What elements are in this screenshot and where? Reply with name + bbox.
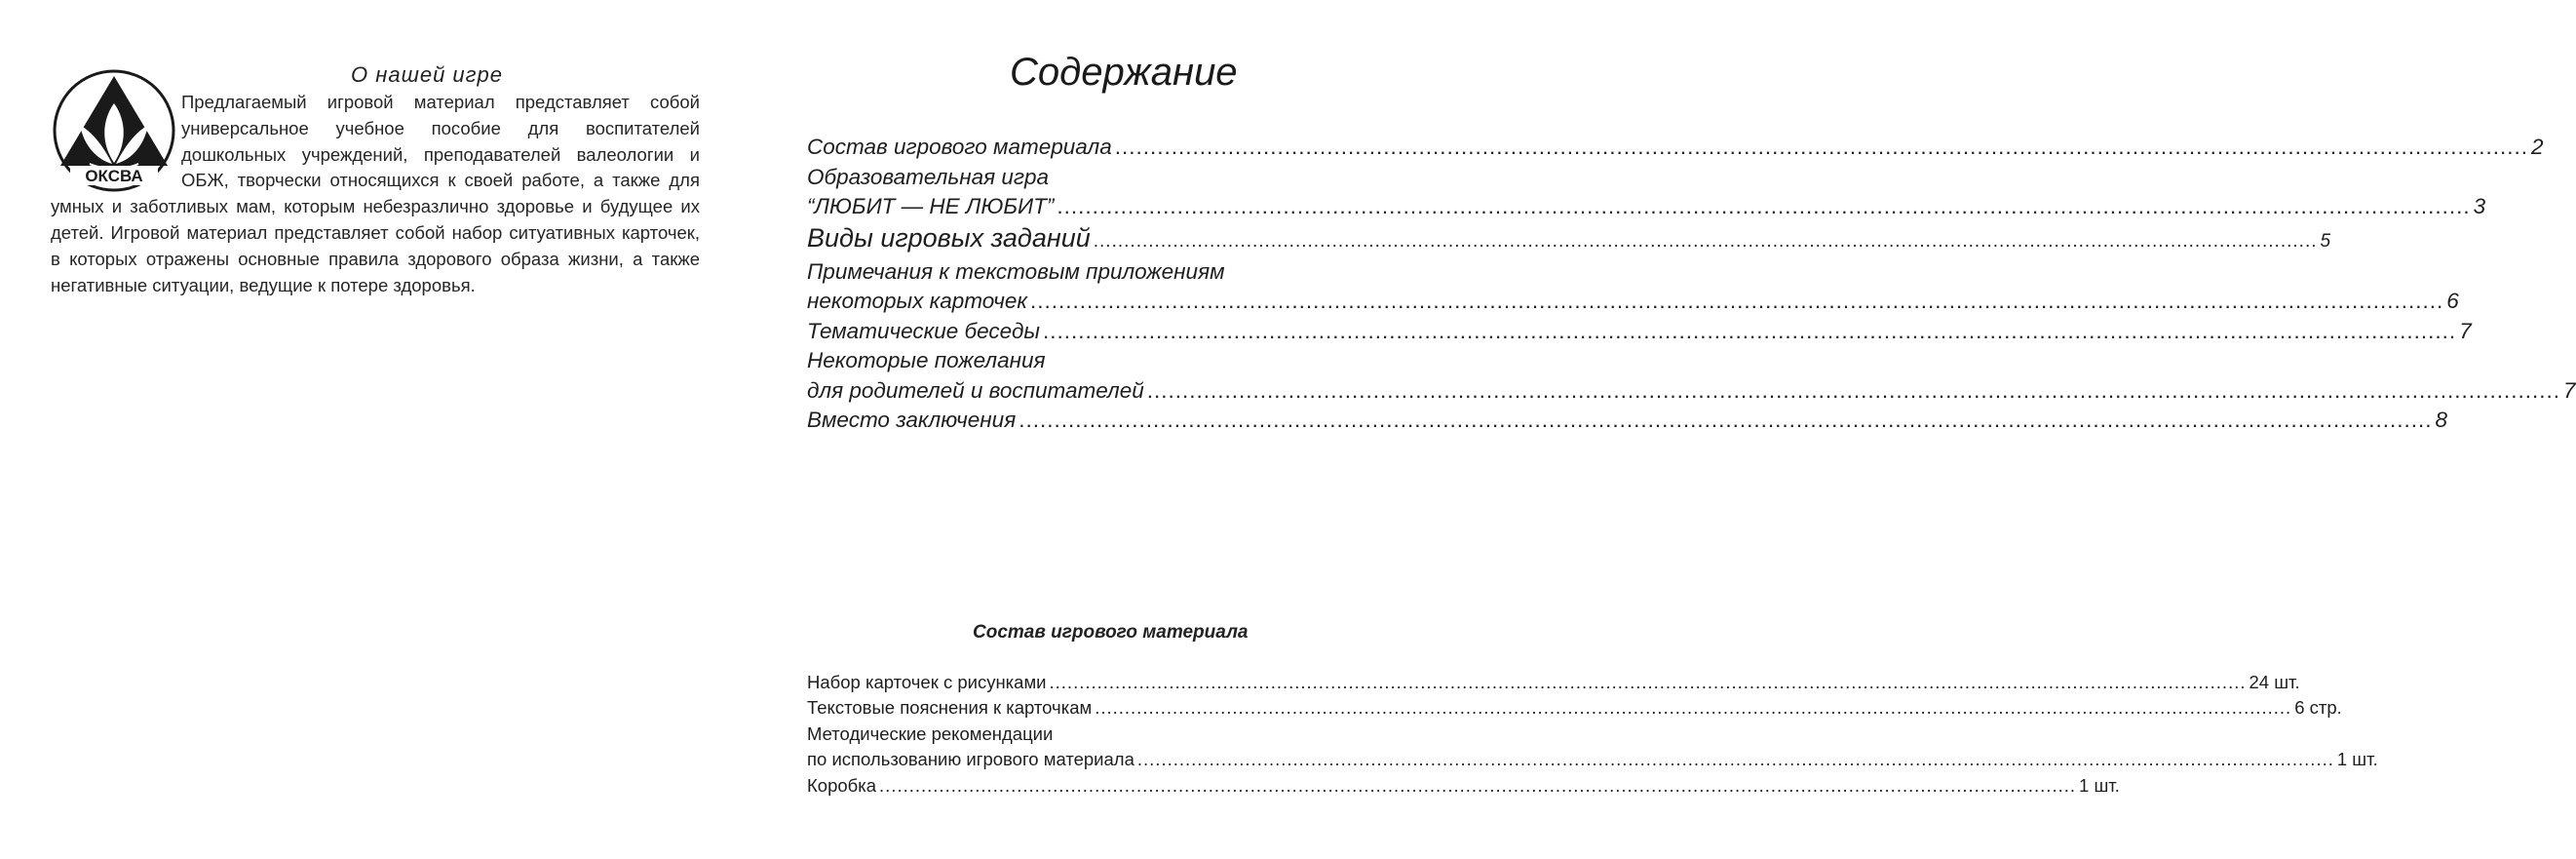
composition-item-line [807,695,2342,721]
composition-title: Состав игрового материала [973,622,1249,643]
dot-leader: ........................................................................................................................................................................................................ [1019,408,2433,432]
toc-entry-line [807,346,1450,376]
composition-item-text: по использованию игрового материала [807,749,1134,770]
composition-item-line [807,773,2120,799]
dot-leader: ........................................................................................................................................................................................................ [1042,318,2457,343]
dot-leader: ........................................................................................................................................................................................................ [1136,749,2334,770]
composition-quantity: 6 стр. [2294,697,2342,719]
toc-page-number: 6 [2446,289,2459,313]
toc-page-number: 7 [2563,377,2576,403]
toc-page-number: 7 [2459,318,2472,343]
toc-entry [807,406,2447,436]
composition-item [807,695,2342,721]
logo-spacer [51,90,181,193]
toc-page-number: 8 [2435,408,2447,432]
composition-item [807,722,2378,773]
toc-entry [807,346,2576,406]
toc-entry-text: Некоторые пожелания [807,348,1046,372]
dot-leader: ........................................................................................................................................................................................................ [1030,289,2444,313]
toc-entry-text: Виды игровых заданий [807,222,1091,253]
dot-leader: ........................................................................................................................................................................................................ [1114,135,2528,159]
contents-title: Содержание [1010,51,1238,94]
toc-page-number: 2 [2530,135,2544,159]
toc-entry-text: Тематические беседы [807,318,1040,343]
toc-entry [807,222,2331,257]
toc-entry-text: Вместо заключения [807,408,1017,432]
composition-item-text: Методические рекомендации [807,722,1054,744]
composition-quantity: 1 шт. [2079,774,2120,796]
toc-entry-line [807,287,2459,317]
about-text [51,90,700,298]
composition-quantity: 1 шт. [2336,749,2378,770]
composition-item-text: Набор карточек с рисунками [807,672,1047,692]
toc-page-number: 5 [2320,230,2331,252]
composition-item-text: Текстовые пояснения к карточкам [807,697,1093,719]
toc-entry [807,133,2544,163]
toc-entry-line [807,163,1450,193]
toc-entry-text: “ЛЮБИТ — НЕ ЛЮБИТ” [807,194,1055,218]
composition-quantity: 24 шт. [2249,672,2300,692]
toc-entry-line [807,257,1450,288]
dot-leader: ........................................................................................................................................................................................................ [1146,377,2561,403]
toc-entry-text: Примечания к текстовым приложениям [807,258,1225,284]
toc-entry-text: для родителей и воспитателей [807,377,1144,403]
dot-leader: ........................................................................................................................................................................................................ [1049,672,2247,692]
dot-leader: ........................................................................................................................................................................................................ [1095,697,2292,719]
composition-item [807,670,2300,695]
composition-list [807,670,2378,799]
composition-item [807,773,2120,799]
composition-item-line [807,722,1444,747]
logo-text: ОКСВА [85,167,143,185]
toc-entry-text: Образовательная игра [807,164,1050,189]
composition-item-text: Коробка [807,774,877,796]
dot-leader: ........................................................................................................................................................................................................ [879,774,2077,796]
toc-entry [807,317,2472,347]
toc-entry-line [807,317,2472,347]
about-text-body: Предлагаемый игровой материал представляет собой универсальное учебное пособие для воспитателей дошкольных учреждений, преподавателей валеологии и ОБЖ, творчески относящихся к своей работе, а также для умных и заботливых мам, которым небезразлично здоровье и будущее их детей. Игровой материал представляет собой набор ситуативных карточек, в которых отражены основные правила здорового образа жизни, а также негативные ситуации, ведущие к потере здоровья. [51,92,700,295]
right-page [745,0,2576,859]
toc-entry-line [807,222,2331,257]
table-of-contents [807,133,2576,436]
dot-leader: ........................................................................................................................................................................................................ [1057,194,2471,218]
toc-entry-line [807,192,2486,222]
composition-item-line [807,670,2300,695]
dot-leader: ........................................................................................................................................................................................................ [1093,230,2318,252]
toc-entry-text: некоторых карточек [807,289,1028,313]
toc-entry-line [807,406,2447,436]
toc-entry-line [807,133,2544,163]
composition-item-line [807,747,2378,772]
left-page [0,0,745,859]
toc-entry [807,257,2459,317]
about-title: О нашей игре [351,62,503,87]
toc-page-number: 3 [2473,194,2486,218]
toc-entry [807,163,2486,222]
toc-entry-line [807,376,2576,407]
toc-entry-text: Состав игрового материала [807,135,1112,159]
